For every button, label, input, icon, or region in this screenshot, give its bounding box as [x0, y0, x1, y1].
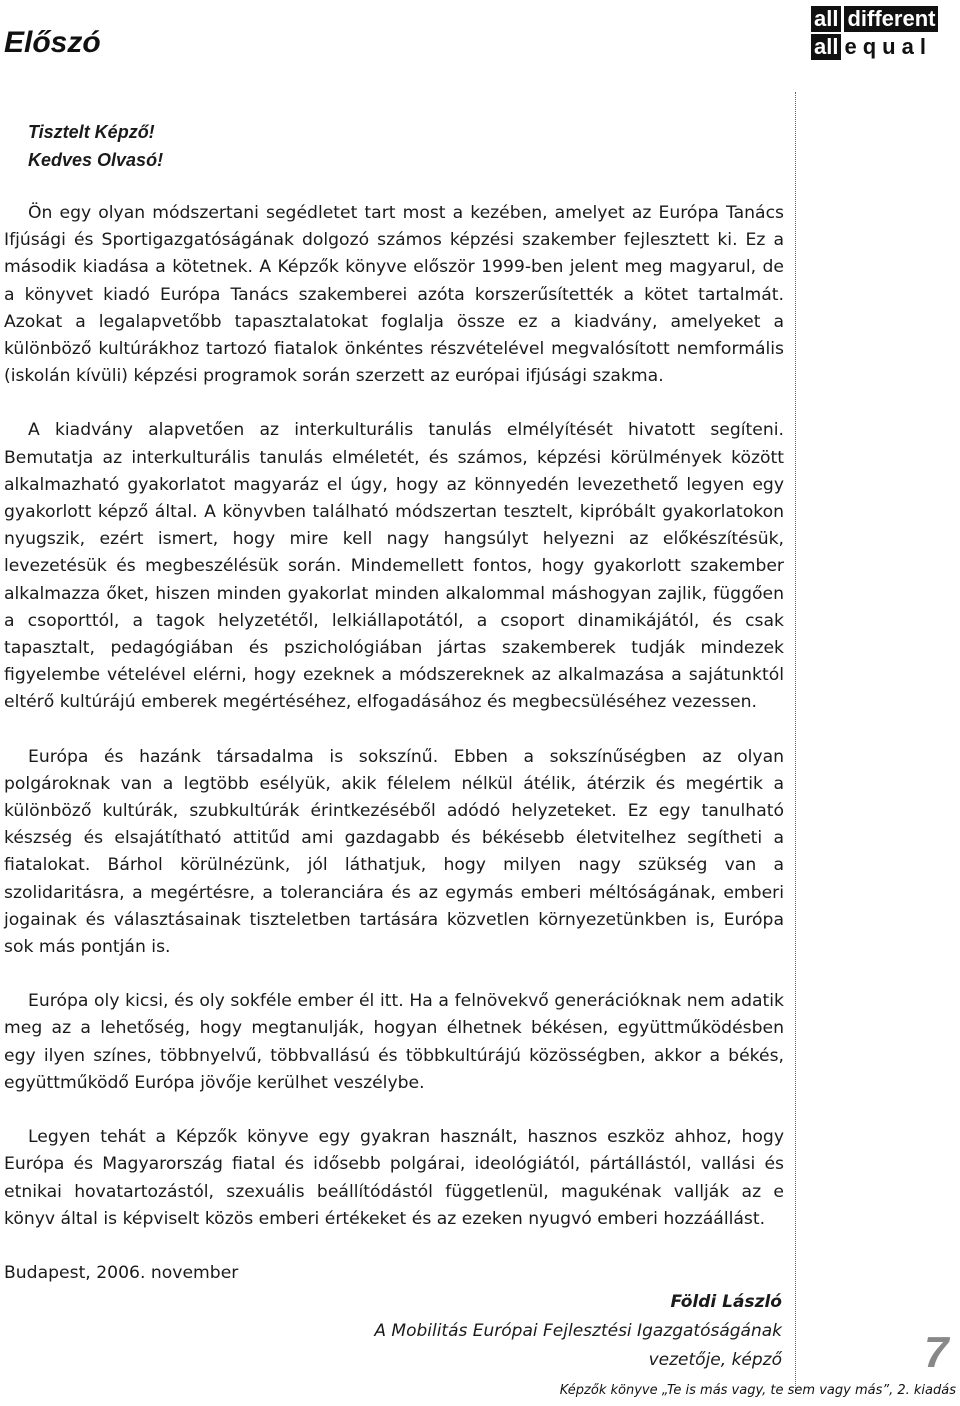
main-text: [4, 118, 784, 1287]
paragraph-1: Ön egy olyan módszertani segédletet tart most a kezében, amelyet az Európa Tanács Ifjúsági és Sportigazgatóságának dolgozó számos képzési szakember fejlesztett ki. Ez a második kiadása a kötetnek. A Képzők könyve először 1999-ben jelent meg magyarul, de a könyvet kiadó Európa Tanács szakemberei azóta korszerűsítették a kötet tartalmát. Azokat a legalapvetőbb tapasztalatokat foglalja össze ez a kiadvány, amelyeket a különböző kultúrákhoz tartozó fiatalok önkéntes részvételével megvalósított nemformális (iskolán kívüli) képzési programok során szerzett az európai ifjúsági szakma.: [4, 203, 784, 387]
page-number: 7: [924, 1328, 949, 1377]
greeting-line-1: Tisztelt Képző!: [28, 122, 155, 142]
paragraph-4: Európa oly kicsi, és oly sokféle ember él itt. Ha a felnövekvő generációknak nem adatik meg az a lehetőség, hogy megtanulják, hogyan élhetnek békésen, együttműködésben egy ilyen színes, többnyelvű, többvallású és többkultúrájú közösségben, akkor a békés, együttműködő Európa jövője kerülhet veszélybe.: [4, 991, 784, 1093]
signature-title-line-2: vezetője, képző: [648, 1350, 782, 1370]
paragraph-5: Legyen tehát a Képzők könyve egy gyakran használt, hasznos eszköz ahhoz, hogy Európa és Magyarország fiatal és idősebb polgárai, ideológiától, pártállástól, vallási és etnikai hovatartozástól, szexuális beállítódástól függetlenül, magukénak vallják az e könyv által is képviselt közös emberi értékeket és az ezeken nyugvó emberi hozzáállást.: [4, 1127, 784, 1229]
dotted-vertical-divider: [795, 92, 796, 1392]
paragraph-2: A kiadvány alapvetően az interkulturális tanulás elmélyítését hivatott segíteni. Bemutatja az interkulturális tanulás elméletét, és számos, képzési körülmények között alkalmazható gyakorlatot magyaráz el úgy, hogy az könnyedén levezethető legyen egy gyakorlott képző által. A könyvben található módszertan tesztelt, kipróbált gyakorlatokon nyugszik, ezért ismert, hogy mire kell nagy hangsúlyt helyezni az előkészítésük, levezetésük és megbeszélésük során. Mindemellett fontos, hogy gyakorlott szakember alkalmazza őket, hiszen minden gyakorlat minden alkalommal máshogyan zajlik, függően a csoporttól, a tagok helyzetétől, lelkiállapotától, a csoport dinamikájától, és csak tapasztalt, pedagógiában és pszichológiában jártas szakemberek tudják mindezek figyelembe vételével elérni, hogy ezeknek a módszereknek az alkalmazása a sajátunktól eltérő kultúrájú emberek megértéséhez, elfogadásához és megbecsüléséhez vezessen.: [4, 420, 784, 713]
logo-row-bottom: [811, 34, 957, 60]
logo-row-top: [811, 6, 957, 32]
place-and-date: Budapest, 2006. november: [4, 1262, 239, 1283]
logo-word-different: different: [844, 6, 938, 32]
paragraph-3: Európa és hazánk társadalma is sokszínű. Ebben a sokszínűségben az olyan polgároknak van a legtöbb esélyük, akik félelem nélkül átélik, átérzik és megértik a különböző kultúrák, szubkultúrák érintkezéséből adódó helyzeteket. Ez egy tanulható készség és elsajátítható attitűd ami gazdagabb és békésebb életvitelhez segítheti a fiatalokat. Bárhol körülnézünk, jól láthatjuk, hogy milyen nagy szükség van a szolidaritásra, a megértésre, a toleranciára és az egymás emberi méltóságának, emberi jogainak és választásainak tiszteletben tartására közvetlen környezetünkben is, Európa sok más pontján is.: [4, 746, 784, 958]
all-different-all-equal-logo: [811, 6, 957, 62]
page-title: Előszó: [4, 26, 101, 59]
logo-word-all-top: all: [811, 6, 841, 32]
signature-block: [300, 1288, 782, 1375]
footer-book-title: Képzők könyve „Te is más vagy, te sem vagy más”, 2. kiadás: [559, 1383, 956, 1398]
greeting-line-2: Kedves Olvasó!: [28, 150, 164, 170]
logo-word-equal: equal: [844, 34, 932, 59]
logo-word-all-bottom: all: [811, 34, 841, 60]
greeting: [4, 118, 784, 174]
signature-title-line-1: A Mobilitás Európai Fejlesztési Igazgatóságának: [374, 1321, 782, 1341]
signature-name: Földi László: [670, 1292, 782, 1312]
